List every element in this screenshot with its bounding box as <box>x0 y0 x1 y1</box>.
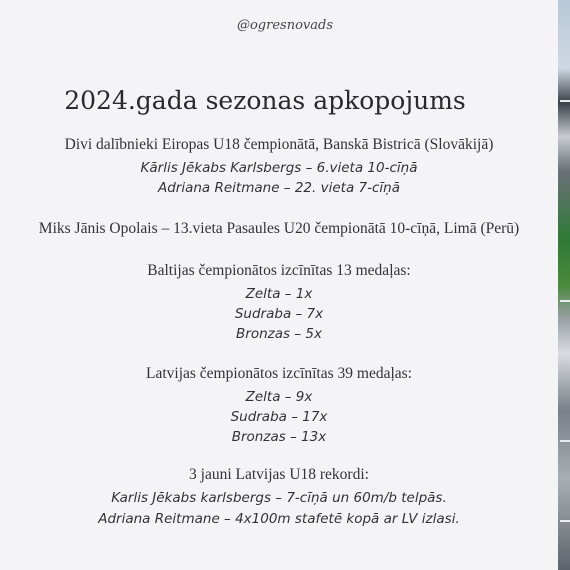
latvia-medal: Zelta – 9x <box>245 389 313 405</box>
track-marking <box>560 440 570 442</box>
records-line: 3 jauni Latvijas U18 rekordi: <box>189 466 369 483</box>
record-item: Adriana Reitmane – 4x100m stafetē kopā ar LV izlasi. <box>98 511 460 527</box>
europe-athlete: Adriana Reitmane – 22. vieta 7-cīņā <box>158 180 400 196</box>
world-line: Miks Jānis Opolais – 13.vieta Pasaules U20 čempionātā 10-cīņā, Limā (Perū) <box>38 220 520 237</box>
europe-athlete: Kārlis Jēkabs Karlsbergs – 6.vieta 10-cīņā <box>140 160 418 176</box>
baltic-medal: Sudraba – 7x <box>234 306 324 322</box>
page-title: 2024.gada sezonas apkopojums <box>64 86 466 115</box>
latvia-medal: Sudraba – 17x <box>230 409 328 425</box>
record-item: Karlis Jēkabs karlsbergs – 7-cīņā un 60m/b telpās. <box>111 490 447 506</box>
track-marking <box>560 300 570 302</box>
track-marking <box>560 100 570 102</box>
baltic-line: Baltijas čempionātos izcīnītas 13 medaļas: <box>147 262 411 279</box>
track-marking <box>560 520 570 522</box>
latvia-line: Latvijas čempionātos izcīnītas 39 medaļas: <box>145 365 412 382</box>
stadium-photo-edge <box>558 0 570 570</box>
baltic-medal: Zelta – 1x <box>245 286 313 302</box>
instagram-handle: @ogresnovads <box>236 18 333 33</box>
latvia-medal: Bronzas – 13x <box>231 429 327 445</box>
europe-line: Divi dalībnieki Eiropas U18 čempionātā, Banskā Bistricā (Slovākijā) <box>64 136 494 153</box>
baltic-medal: Bronzas – 5x <box>236 326 322 342</box>
